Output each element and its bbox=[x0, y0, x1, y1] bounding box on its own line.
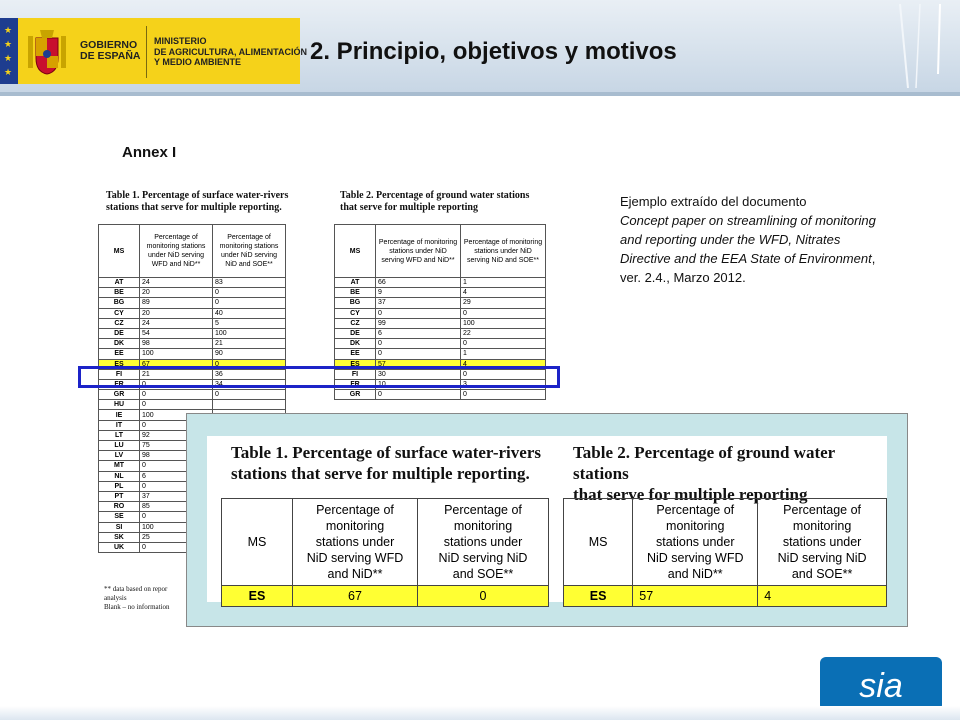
zoom-t1-es-ms: ES bbox=[222, 586, 293, 607]
description-intro: Ejemplo extraído del documento bbox=[620, 194, 807, 209]
value-cell: 54 bbox=[140, 328, 213, 338]
value-cell: 20 bbox=[140, 288, 213, 298]
zoom-t1-caption2: stations that serve for multiple reporting. bbox=[231, 464, 530, 483]
table-row bbox=[99, 288, 286, 298]
value-cell: 85 bbox=[140, 502, 213, 512]
ms-cell: CZ bbox=[99, 318, 140, 328]
zoom-t2-col-b bbox=[758, 499, 887, 586]
table-row bbox=[99, 349, 286, 359]
zoom-table1 bbox=[221, 498, 549, 607]
ministry-line3: Y MEDIO AMBIENTE bbox=[154, 57, 242, 67]
value-cell: 9 bbox=[376, 288, 461, 298]
value-cell: 0 bbox=[140, 400, 213, 410]
description-document-title: Concept paper on streamlining of monitoring and reporting under the WFD, Nitrates Directive and the EEA State of Environment bbox=[620, 213, 876, 266]
value-cell: 40 bbox=[213, 308, 286, 318]
value-cell: 22 bbox=[461, 328, 546, 338]
ms-cell: IT bbox=[99, 420, 140, 430]
value-cell: 24 bbox=[140, 278, 213, 288]
description-version: , ver. 2.4., Marzo 2012. bbox=[620, 251, 876, 285]
value-cell: 21 bbox=[140, 369, 213, 379]
value-cell: 37 bbox=[376, 298, 461, 308]
value-cell: 0 bbox=[140, 390, 213, 400]
ms-cell: ES bbox=[99, 359, 140, 369]
zoom-inset bbox=[186, 413, 908, 627]
value-cell: 75 bbox=[140, 441, 213, 451]
header-line: Percentage of bbox=[444, 503, 522, 517]
note-line1: ** data based on repor bbox=[104, 585, 168, 593]
table1-notes bbox=[104, 585, 170, 612]
footer-band bbox=[0, 706, 960, 720]
zoom-table2 bbox=[563, 498, 887, 607]
ms-cell: MT bbox=[99, 461, 140, 471]
header-line: and NiD** bbox=[667, 567, 723, 581]
zoom-t2-es-b: 4 bbox=[758, 586, 887, 607]
table-row bbox=[99, 400, 286, 410]
ms-cell: FI bbox=[335, 369, 376, 379]
value-cell: 57 bbox=[376, 359, 461, 369]
table-row bbox=[99, 328, 286, 338]
zoom-t1-col-b bbox=[418, 499, 549, 586]
logo-separator bbox=[146, 26, 147, 78]
ms-cell: BG bbox=[99, 298, 140, 308]
table-row bbox=[335, 308, 546, 318]
spain-coat-of-arms-icon bbox=[26, 28, 68, 76]
value-cell: 30 bbox=[376, 369, 461, 379]
value-cell: 0 bbox=[376, 390, 461, 400]
ms-cell: FR bbox=[335, 379, 376, 389]
value-cell: 10 bbox=[376, 379, 461, 389]
ms-cell: LT bbox=[99, 430, 140, 440]
ms-cell: AT bbox=[99, 278, 140, 288]
zoom-t2-caption2: that serve for multiple reporting bbox=[573, 485, 808, 504]
note-line3: Blank – no information bbox=[104, 603, 170, 611]
table-row bbox=[99, 318, 286, 328]
ms-cell: EE bbox=[335, 349, 376, 359]
value-cell: 0 bbox=[376, 308, 461, 318]
value-cell: 36 bbox=[213, 369, 286, 379]
zoom-t2-col-a bbox=[633, 499, 758, 586]
table-row bbox=[335, 339, 546, 349]
value-cell: 98 bbox=[140, 339, 213, 349]
ms-cell: LV bbox=[99, 451, 140, 461]
header-line: NiD serving WFD bbox=[646, 551, 744, 565]
zoom-t1-es-a: 67 bbox=[293, 586, 418, 607]
gov-line1: GOBIERNO bbox=[80, 39, 138, 51]
value-cell: 0 bbox=[140, 379, 213, 389]
table1-caption-line1: Table 1. Percentage of surface water-rivers bbox=[106, 190, 289, 201]
table1-header-ms: MS bbox=[99, 225, 140, 278]
value-cell: 0 bbox=[140, 512, 213, 522]
note-line2: analysis bbox=[104, 594, 127, 602]
value-cell: 66 bbox=[376, 278, 461, 288]
ms-cell: CZ bbox=[335, 318, 376, 328]
value-cell: 5 bbox=[213, 318, 286, 328]
ms-cell: EE bbox=[99, 349, 140, 359]
value-cell: 25 bbox=[140, 532, 213, 542]
eu-flag: ★ ★ ★ ★ bbox=[0, 18, 18, 84]
value-cell: 0 bbox=[213, 298, 286, 308]
zoom-t1-caption1: Table 1. Percentage of surface water-rivers bbox=[231, 443, 541, 462]
header-line: and SOE** bbox=[452, 567, 514, 581]
table1-caption bbox=[106, 190, 288, 214]
value-cell: 3 bbox=[461, 379, 546, 389]
value-cell: 100 bbox=[140, 522, 213, 532]
ms-cell: PT bbox=[99, 491, 140, 501]
table2-header-a: Percentage of monitoring stations under NiD serving WFD and NiD** bbox=[376, 225, 461, 278]
value-cell: 4 bbox=[461, 359, 546, 369]
value-cell: 34 bbox=[213, 379, 286, 389]
source-description bbox=[620, 192, 890, 287]
table2-caption-line2: that serve for multiple reporting bbox=[340, 202, 478, 213]
table-row bbox=[99, 308, 286, 318]
zoom-t1-col-a bbox=[293, 499, 418, 586]
value-cell: 0 bbox=[140, 542, 213, 552]
table-row bbox=[335, 390, 546, 400]
zoom-t2-es-a: 57 bbox=[633, 586, 758, 607]
value-cell: 6 bbox=[140, 471, 213, 481]
table-row bbox=[99, 339, 286, 349]
ministry-line2: DE AGRICULTURA, ALIMENTACIÓN bbox=[154, 46, 307, 57]
table-row bbox=[335, 288, 546, 298]
value-cell: 99 bbox=[376, 318, 461, 328]
zoom-table2-caption bbox=[573, 442, 887, 505]
ms-cell: AT bbox=[335, 278, 376, 288]
ms-cell: FR bbox=[99, 379, 140, 389]
value-cell: 0 bbox=[376, 349, 461, 359]
slide-title: 2. Principio, objetivos y motivos bbox=[310, 38, 677, 65]
value-cell: 0 bbox=[140, 420, 213, 430]
value-cell: 98 bbox=[140, 451, 213, 461]
value-cell: 1 bbox=[461, 349, 546, 359]
sia-logo-graphic bbox=[820, 657, 942, 711]
value-cell: 29 bbox=[461, 298, 546, 308]
value-cell: 100 bbox=[140, 410, 213, 420]
table-row bbox=[99, 298, 286, 308]
value-cell: 21 bbox=[213, 339, 286, 349]
annex-title: Annex I bbox=[122, 144, 177, 161]
ms-cell: RO bbox=[99, 502, 140, 512]
value-cell: 89 bbox=[140, 298, 213, 308]
ms-cell: FI bbox=[99, 369, 140, 379]
value-cell: 0 bbox=[213, 390, 286, 400]
value-cell: 0 bbox=[461, 308, 546, 318]
header-line: and SOE** bbox=[791, 567, 853, 581]
table-row bbox=[335, 278, 546, 288]
table2-caption-line1: Table 2. Percentage of ground water stations bbox=[340, 190, 530, 201]
value-cell: 0 bbox=[376, 339, 461, 349]
header-line: Percentage of bbox=[783, 503, 862, 517]
header-line: stations under bbox=[443, 535, 523, 549]
ms-cell: UK bbox=[99, 542, 140, 552]
value-cell: 1 bbox=[461, 278, 546, 288]
header-line: stations under bbox=[315, 535, 395, 549]
table-row bbox=[335, 328, 546, 338]
ms-cell: CY bbox=[99, 308, 140, 318]
es-row-highlight bbox=[78, 366, 560, 388]
ms-cell: SI bbox=[99, 522, 140, 532]
zoom-t2-caption1: Table 2. Percentage of ground water stations bbox=[573, 443, 835, 483]
table-row bbox=[99, 278, 286, 288]
ms-cell: GR bbox=[335, 390, 376, 400]
value-cell: 83 bbox=[213, 278, 286, 288]
ms-cell: ES bbox=[335, 359, 376, 369]
ms-cell: SK bbox=[99, 532, 140, 542]
gov-line2: DE ESPAÑA bbox=[80, 50, 141, 62]
value-cell: 0 bbox=[461, 369, 546, 379]
header-divider bbox=[0, 92, 960, 96]
ms-cell: NL bbox=[99, 471, 140, 481]
ms-cell: SE bbox=[99, 512, 140, 522]
value-cell: 0 bbox=[140, 461, 213, 471]
ms-cell: DE bbox=[335, 328, 376, 338]
header-line: NiD serving NiD bbox=[777, 551, 867, 565]
value-cell: 0 bbox=[461, 390, 546, 400]
sia-logo-text: sia bbox=[859, 667, 903, 705]
value-cell bbox=[213, 400, 286, 410]
value-cell: 67 bbox=[140, 359, 213, 369]
table2-caption bbox=[340, 190, 529, 214]
header-line: monitoring bbox=[325, 519, 385, 533]
value-cell: 0 bbox=[140, 481, 213, 491]
ms-cell: GR bbox=[99, 390, 140, 400]
ms-cell: BE bbox=[335, 288, 376, 298]
sia-logo bbox=[820, 657, 942, 711]
header-line: monitoring bbox=[453, 519, 513, 533]
header-line: Percentage of bbox=[656, 503, 735, 517]
header-line: monitoring bbox=[666, 519, 725, 533]
government-name bbox=[80, 40, 140, 62]
ms-cell: IE bbox=[99, 410, 140, 420]
ms-cell: BG bbox=[335, 298, 376, 308]
table1-header-a: Percentage of monitoring stations under NiD serving WFD and NiD** bbox=[140, 225, 213, 278]
header-line: monitoring bbox=[792, 519, 852, 533]
table1-header-b: Percentage of monitoring stations under NiD serving NiD and SOE** bbox=[213, 225, 286, 278]
value-cell: 92 bbox=[140, 430, 213, 440]
value-cell: 24 bbox=[140, 318, 213, 328]
ms-cell: DK bbox=[99, 339, 140, 349]
header-line: and NiD** bbox=[327, 567, 383, 581]
value-cell: 90 bbox=[213, 349, 286, 359]
ms-cell: BE bbox=[99, 288, 140, 298]
ms-cell: HU bbox=[99, 400, 140, 410]
value-cell: 6 bbox=[376, 328, 461, 338]
table2-header-ms: MS bbox=[335, 225, 376, 278]
header-line: NiD serving WFD bbox=[306, 551, 404, 565]
table-row bbox=[335, 318, 546, 328]
table-row bbox=[335, 349, 546, 359]
value-cell: 0 bbox=[213, 359, 286, 369]
header-line: Percentage of bbox=[316, 503, 394, 517]
value-cell: 4 bbox=[461, 288, 546, 298]
value-cell: 0 bbox=[213, 288, 286, 298]
zoom-table1-caption bbox=[231, 442, 541, 484]
zoom-t2-es-ms: ES bbox=[564, 586, 633, 607]
value-cell: 100 bbox=[461, 318, 546, 328]
ms-cell: CY bbox=[335, 308, 376, 318]
header-line: NiD serving NiD bbox=[438, 551, 528, 565]
zoom-t1-ms: MS bbox=[222, 499, 293, 586]
ms-cell: LU bbox=[99, 441, 140, 451]
value-cell: 0 bbox=[461, 339, 546, 349]
value-cell: 100 bbox=[213, 328, 286, 338]
value-cell: 100 bbox=[140, 349, 213, 359]
ms-cell: PL bbox=[99, 481, 140, 491]
table-row bbox=[335, 298, 546, 308]
ministry-line1: MINISTERIO bbox=[154, 36, 207, 46]
value-cell: 20 bbox=[140, 308, 213, 318]
zoom-t2-ms: MS bbox=[564, 499, 633, 586]
ms-cell: DE bbox=[99, 328, 140, 338]
glass-decoration bbox=[880, 4, 950, 88]
header-line: stations under bbox=[782, 535, 862, 549]
zoom-t1-es-b: 0 bbox=[418, 586, 549, 607]
table-row bbox=[99, 390, 286, 400]
table1-caption-line2: stations that serve for multiple reporting. bbox=[106, 202, 282, 213]
table2-header-b: Percentage of monitoring stations under NiD serving NiD and SOE** bbox=[461, 225, 546, 278]
zoom-content bbox=[207, 436, 887, 602]
value-cell: 37 bbox=[140, 491, 213, 501]
ministry-name bbox=[154, 36, 307, 68]
ms-cell: DK bbox=[335, 339, 376, 349]
header-line: stations under bbox=[655, 535, 735, 549]
